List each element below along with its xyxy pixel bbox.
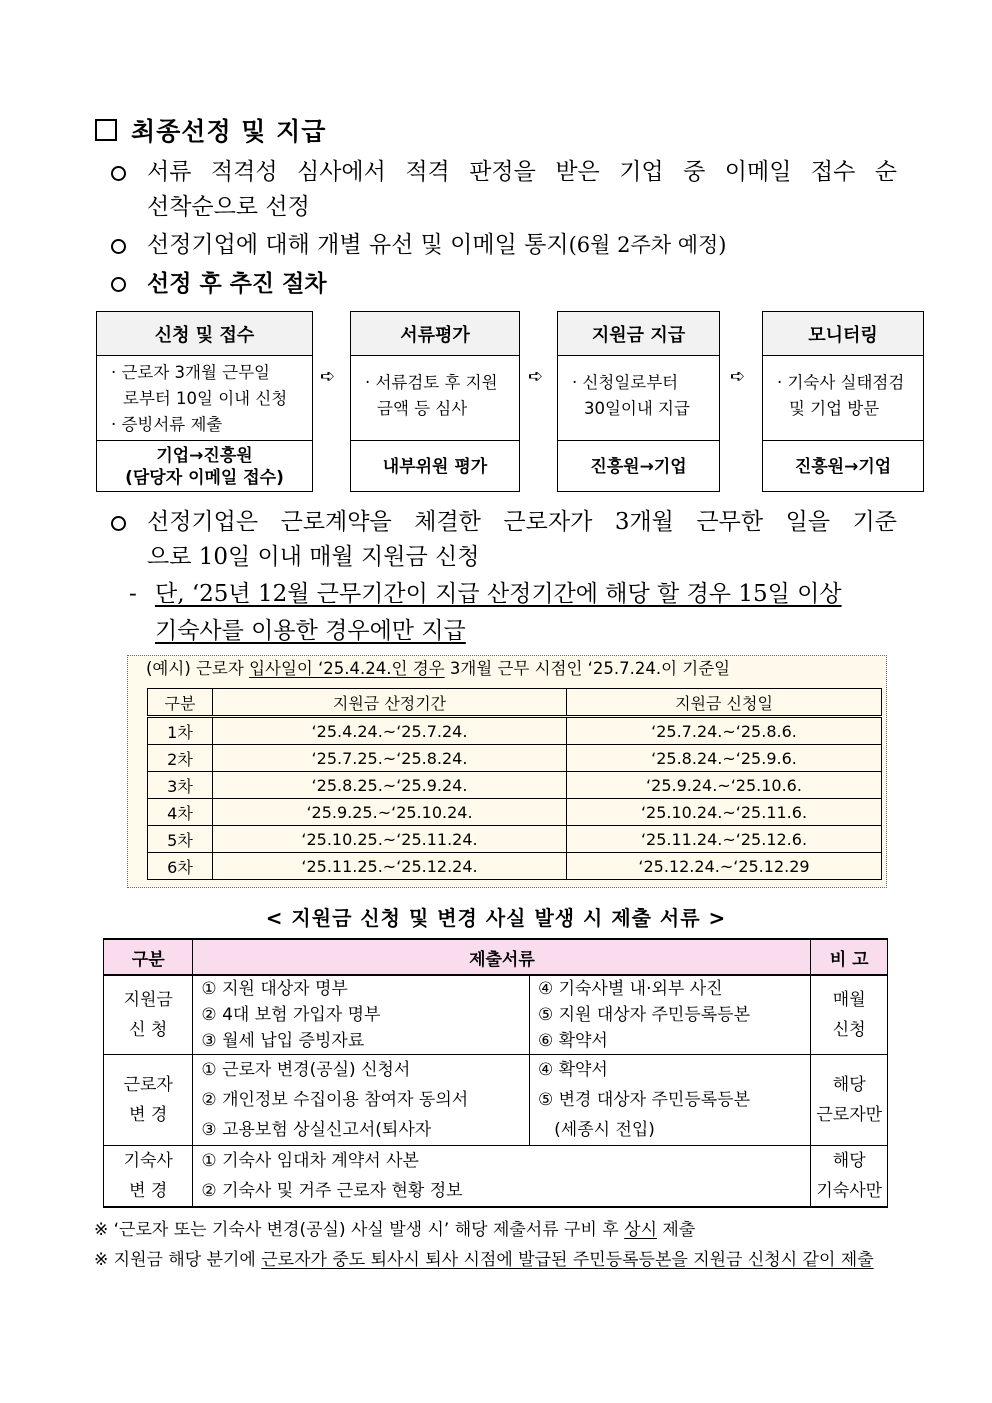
doc-item: ② 기숙사 및 거주 근로자 현황 정보 [201, 1181, 463, 1201]
step-description [97, 356, 312, 441]
note-text: 신청 [832, 1020, 866, 1040]
footnote-underlined: 상시 [624, 1220, 657, 1240]
example-caption [146, 657, 730, 681]
docs-cell [193, 975, 530, 1055]
bullet-text-line2: 선착순으로 선정 [147, 194, 310, 220]
doc-item: ④ 기숙사별 내·외부 사진 [537, 979, 723, 999]
bullet-procedure-heading [111, 266, 897, 301]
doc-item: ① 기숙사 임대차 계약서 사본 [201, 1151, 419, 1171]
process-step-payment [557, 311, 720, 492]
table-row [148, 826, 882, 853]
docs-cell [193, 1055, 530, 1146]
dash-marker: - [129, 581, 137, 607]
step-line: 30일이내 지급 [584, 399, 690, 418]
note-text: 기숙사만 [816, 1181, 883, 1201]
table-cell: 3차 [148, 772, 213, 799]
table-row [148, 745, 882, 772]
bullet-notification [111, 228, 897, 263]
bullet-text [147, 228, 897, 263]
category-text: 변 경 [129, 1181, 168, 1201]
notification-text: 선정기업에 대해 개별 유선 및 이메일 통지 [147, 232, 569, 258]
table-cell: ‘25.9.24.~‘25.10.6. [567, 772, 882, 799]
doc-item: ⑤ 변경 대상자 주민등록등본 [537, 1090, 751, 1110]
circle-bullet-icon [111, 516, 126, 531]
doc-item: ⑥ 확약서 [537, 1031, 608, 1051]
header-cell: 지원금 신청일 [567, 689, 882, 717]
note-text: 해당 [832, 1151, 866, 1171]
checkbox-square-icon [95, 119, 117, 141]
step-title: 지원금 지급 [558, 312, 719, 356]
table-cell: ‘25.11.25.~‘25.12.24. [213, 853, 567, 880]
table-cell: ‘25.7.24.~‘25.8.6. [567, 717, 882, 745]
category-cell [104, 1055, 193, 1146]
step-owner: 진흥원→기업 [794, 456, 892, 477]
table-row [148, 772, 882, 799]
table-cell: 1차 [148, 717, 213, 745]
process-step-monitoring [762, 311, 924, 492]
schedule-table [147, 688, 882, 880]
note-cell [811, 975, 888, 1055]
bullet-text-line2: 으로 10일 이내 매월 지원금 신청 [147, 544, 480, 570]
table-cell: 6차 [148, 853, 213, 880]
circle-bullet-icon [111, 166, 126, 181]
table-header-row [104, 939, 888, 975]
table-cell: ‘25.10.24.~‘25.11.6. [567, 799, 882, 826]
bullet-text-line1: 서류 적격성 심사에서 적격 판정을 받은 기업 중 이메일 접수 순 [147, 159, 897, 185]
table-cell: ‘25.8.25.~‘25.9.24. [213, 772, 567, 799]
owner-line: 기업→진흥원 [156, 445, 253, 466]
docs-cell [529, 975, 811, 1055]
documents-table-title: < 지원금 신청 및 변경 사실 발생 시 제출 서류 > [265, 906, 727, 930]
step-line: · 증빙서류 제출 [111, 415, 223, 434]
step-line: · 기숙사 실태점검 [777, 373, 905, 392]
table-row [104, 1146, 888, 1208]
dash-note-line2: 기숙사를 이용한 경우에만 지급 [155, 618, 466, 644]
doc-item: ② 4대 보험 가입자 명부 [201, 1005, 381, 1025]
note-cell [811, 1146, 888, 1208]
step-line: · 근로자 3개월 근무일 [111, 363, 270, 382]
category-text: 변 경 [129, 1105, 168, 1125]
circle-bullet-icon [111, 239, 126, 254]
step-line: · 서류검토 후 지원 [365, 373, 498, 392]
table-cell: ‘25.10.25.~‘25.11.24. [213, 826, 567, 853]
table-cell: 4차 [148, 799, 213, 826]
header-cell: 제출서류 [193, 939, 811, 975]
docs-cell [529, 1055, 811, 1146]
note-text: 해당 [832, 1075, 866, 1095]
caption-part: (예시) 근로자 [146, 659, 250, 678]
bullet-text: 선정 후 추진 절차 [147, 270, 327, 297]
table-row [148, 799, 882, 826]
caption-underlined: 입사일이 ‘25.4.24.인 경우 [249, 659, 445, 678]
header-cell: 지원금 산정기간 [213, 689, 567, 717]
category-text: 기숙사 [123, 1151, 173, 1171]
step-line: 금액 등 심사 [377, 399, 468, 418]
bullet-text-line1: 선정기업은 근로계약을 체결한 근로자가 3개월 근무한 일을 기준 [147, 509, 897, 535]
footnote-text: ※ ‘근로자 또는 기숙사 변경(공실) 사실 발생 시’ 해당 제출서류 구비 후 [94, 1220, 625, 1240]
step-owner: 진흥원→기업 [590, 456, 687, 477]
footnote-1 [94, 1215, 695, 1240]
table-cell: ‘25.9.25.~‘25.10.24. [213, 799, 567, 826]
footnote-2 [94, 1245, 874, 1270]
step-line: 로부터 10일 이내 신청 [123, 389, 288, 408]
dash-note-line1: 단, ‘25년 12월 근무기간이 지급 산정기간에 해당 할 경우 15일 이상 [155, 581, 842, 607]
step-owner [97, 441, 312, 492]
step-title: 신청 및 접수 [97, 312, 312, 356]
step-title: 모니터링 [763, 312, 923, 356]
table-cell: ‘25.7.25.~‘25.8.24. [213, 745, 567, 772]
arrow-right-icon: ➪ [730, 366, 746, 387]
section-title-text: 최종선정 및 지급 [131, 117, 327, 146]
doc-item: ① 근로자 변경(공실) 신청서 [201, 1060, 411, 1080]
docs-cell [193, 1146, 811, 1208]
arrow-right-icon: ➪ [320, 366, 336, 387]
step-line: 및 기업 방문 [789, 399, 880, 418]
category-text: 지원금 [123, 990, 173, 1010]
table-cell: ‘25.4.24.~‘25.7.24. [213, 717, 567, 745]
step-description [558, 356, 719, 441]
process-step-application [96, 311, 313, 492]
doc-item: ② 개인정보 수집이용 참여자 동의서 [201, 1090, 469, 1110]
table-row [148, 853, 882, 880]
footnote-underlined: 근로자가 중도 퇴사시 퇴사 시점에 발급된 주민등록등본을 지원금 신청시 같이 제출 [261, 1250, 874, 1270]
note-text: 근로자만 [816, 1105, 883, 1125]
step-description [763, 356, 923, 441]
step-owner: 내부위원 평가 [382, 456, 488, 477]
caption-part: 3개월 근무 시점인 ‘25.7.24.이 기준일 [444, 659, 731, 678]
owner-line: (담당자 이메일 접수) [125, 467, 284, 488]
doc-item: ⑤ 지원 대상자 주민등록등본 [537, 1005, 751, 1025]
table-row [148, 717, 882, 745]
section-title [95, 112, 326, 148]
category-text: 근로자 [123, 1075, 173, 1095]
doc-item: (세종시 전입) [537, 1120, 655, 1140]
doc-item: ③ 월세 납입 증빙자료 [201, 1031, 365, 1051]
bullet-selection-criteria [111, 155, 897, 225]
circle-bullet-icon [111, 277, 126, 292]
category-cell [104, 1146, 193, 1208]
doc-item: ① 지원 대상자 명부 [201, 979, 348, 999]
notification-note: (6월 2주차 예정) [568, 233, 727, 257]
doc-item: ④ 확약서 [537, 1060, 608, 1080]
table-header-row [148, 689, 882, 717]
table-cell: 5차 [148, 826, 213, 853]
footnote-text: 제출 [657, 1220, 696, 1240]
step-title: 서류평가 [351, 312, 519, 356]
header-cell: 구분 [104, 939, 193, 975]
footnote-text: ※ 지원금 해당 분기에 [94, 1250, 262, 1270]
process-step-review [350, 311, 520, 492]
arrow-right-icon: ➪ [528, 366, 544, 387]
table-row [104, 975, 888, 1055]
table-cell: ‘25.12.24.~‘25.12.29 [567, 853, 882, 880]
documents-table [103, 938, 888, 1208]
table-cell: ‘25.11.24.~‘25.12.6. [567, 826, 882, 853]
bullet-monthly-application [111, 505, 897, 575]
doc-item: ③ 고용보험 상실신고서(퇴사자 [201, 1120, 432, 1140]
category-cell [104, 975, 193, 1055]
table-cell: ‘25.8.24.~‘25.9.6. [567, 745, 882, 772]
table-row [104, 1055, 888, 1146]
header-cell: 구분 [148, 689, 213, 717]
note-text: 매월 [832, 990, 866, 1010]
category-text: 신 청 [129, 1020, 168, 1040]
step-description [351, 356, 519, 441]
note-cell [811, 1055, 888, 1146]
header-cell: 비 고 [811, 939, 888, 975]
example-box [127, 655, 887, 888]
step-line: · 신청일로부터 [572, 373, 679, 392]
table-cell: 2차 [148, 745, 213, 772]
